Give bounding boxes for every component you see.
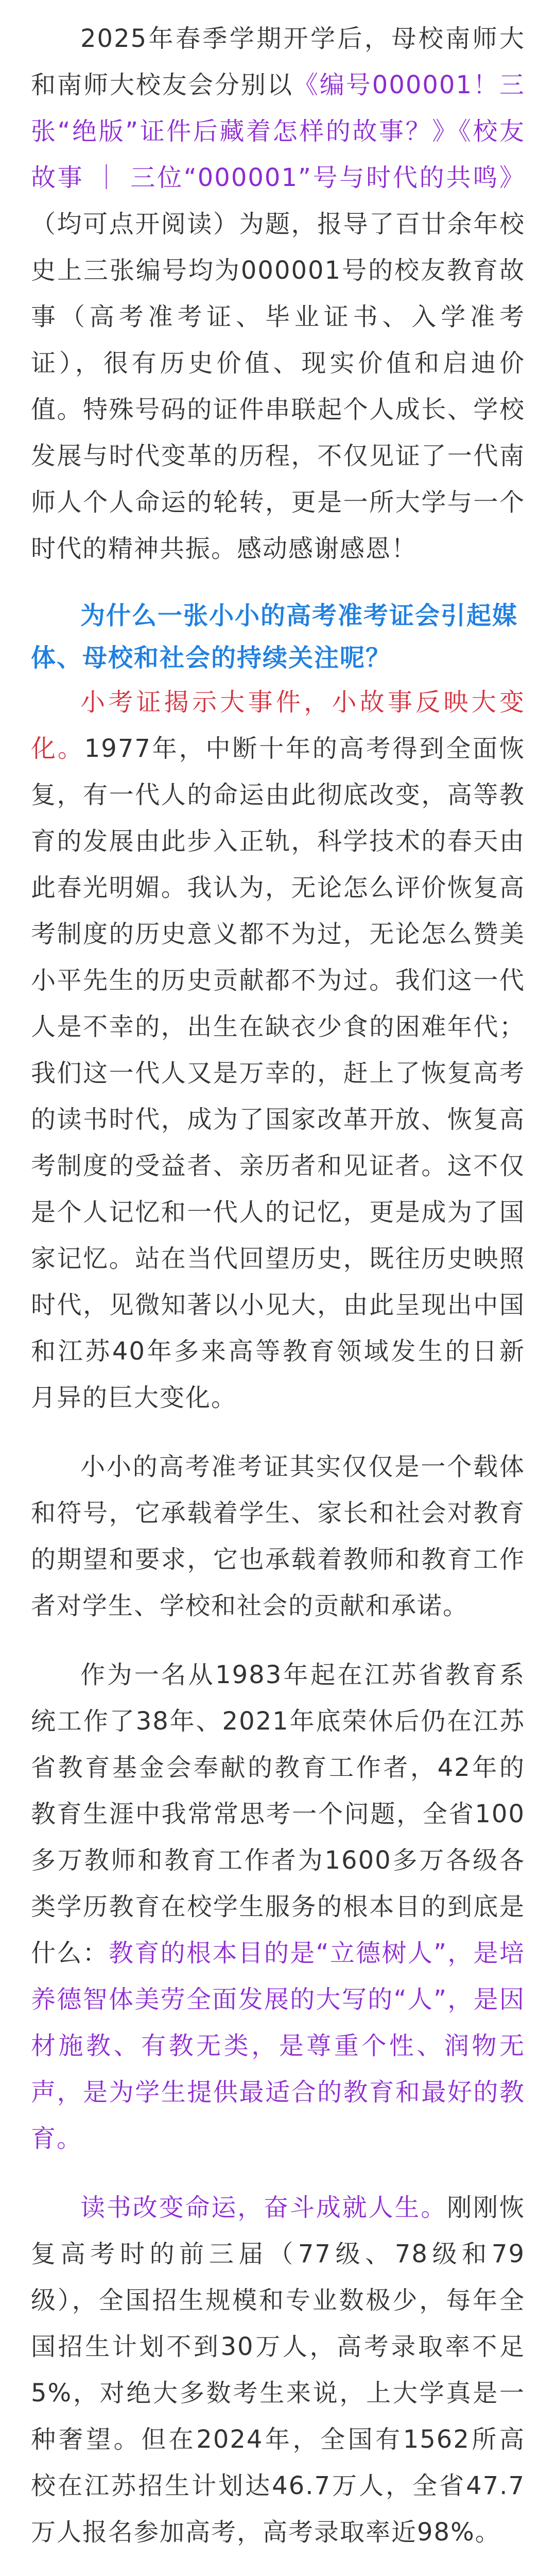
section3-paragraph [31, 2184, 525, 2555]
section3-heading: 读书改变命运，奋斗成就人生。 [80, 2193, 447, 2222]
section1-paragraph [31, 679, 525, 1421]
section1-heading: 小考证揭示大事件，小故事反映大变化。 [31, 688, 525, 763]
small-ticket-paragraph: 小小的高考准考证其实仅仅是一个载体和符号，它承载着学生、家长和社会对教育的期望和要求，它也承载着教师和教育工作者对学生、学校和社会的贡献和承诺。 [31, 1452, 525, 1620]
section2-paragraph [31, 1652, 525, 2162]
section3-text: 刚刚恢复高考时的前三届（77级、78级和79级），全国招生规模和专业数极少，每年全国招生计划不到30万人，高考录取率不足5%，对绝大多数考生来说，上大学真是一种奢望。但在2024年，全国有1562所高校在江苏招生计划达46.7万人，全省47.7万人报名参加高考，高考录取率近98%。 [31, 2193, 525, 2547]
intro-text-a: 2025年春季学期开学后，母校南师大和南师大校友会分别以 [31, 24, 525, 99]
intro-paragraph [31, 15, 525, 572]
question-heading: 为什么一张小小的高考准考证会引起媒体、母校和社会的持续关注呢？ [31, 601, 518, 672]
section1-text: 1977年，中断十年的高考得到全面恢复，有一代人的命运由此彻底改变，高等教育的发展由此步入正轨，科学技术的春天由此春光明媚。我认为，无论怎么评价恢复高考制度的历史意义都不为过，无论怎么赞美小平先生的历史贡献都不为过。我们这一代人是不幸的，出生在缺衣少食的困难年代；我们这一代人又是万幸的，赶上了恢复高考的读书时代，成为了国家改革开放、恢复高考制度的受益者、亲历者和见证者。这不仅是个人记忆和一代人的记忆，更是成为了国家记忆。站在当代回望历史，既往历史映照时代，见微知著以小见大，由此呈现出中国和江苏40年多来高等教育领域发生的日新月异的巨大变化。 [31, 734, 525, 1412]
intro-text-c: （均可点开阅读）为题，报导了百廿余年校史上三张编号均为000001号的校友教育故事（高考准考证、毕业证书、入学准考证），很有历史价值、现实价值和启迪价值。特殊号码的证件串联起个人成长、学校发展与时代变革的历程，不仅见证了一代南师人个人命运的轮转，更是一所大学与一个时代的精神共振。感动感谢感恩！ [31, 210, 525, 563]
section2-text: 作为一名从1983年起在江苏省教育系统工作了38年、2021年底荣休后仍在江苏省教育基金会奉献的教育工作者，42年的教育生涯中我常常思考一个问题，全省100多万教师和教育工作者为1600多万各级各类学历教育在校学生服务的根本目的到底是什么： [31, 1660, 525, 1968]
section2-quote: 教育的根本目的是“立德树人”，是培养德智体美劳全面发展的大写的“人”，是因材施教、有教无类，是尊重个性、润物无声，是为学生提供最适合的教育和最好的教育。 [31, 1939, 525, 2153]
linked-article-titles[interactable]: 《编号000001！三张“绝版”证件后藏着怎样的故事？》《校友故事 ｜ 三位“000001”号与时代的共鸣》 [31, 71, 525, 192]
